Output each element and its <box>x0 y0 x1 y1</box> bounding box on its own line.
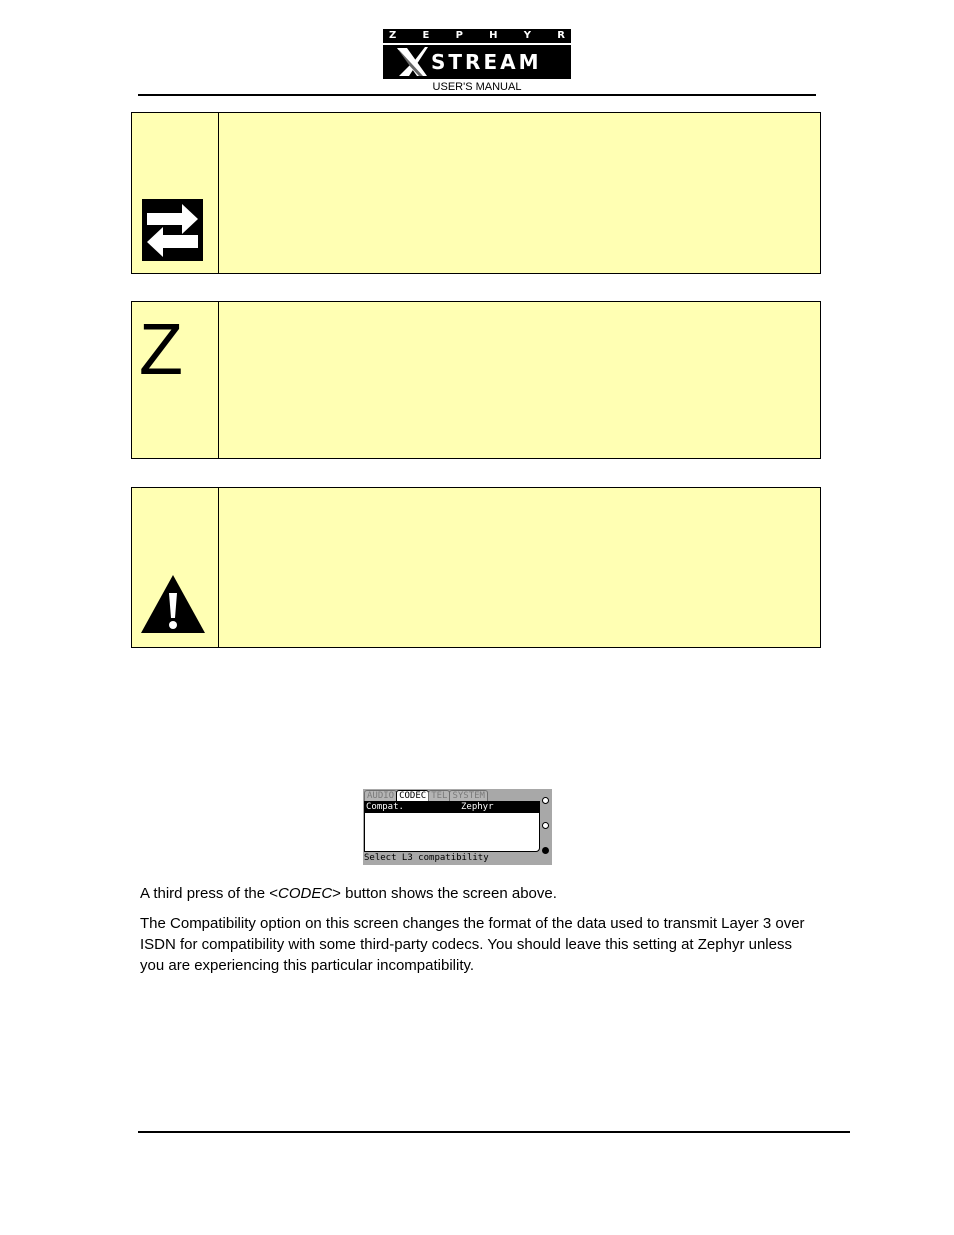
p1-text-before: A third press of the < <box>140 885 278 902</box>
manual-subtitle: USER'S MANUAL <box>432 81 522 93</box>
compat-label: Compat. <box>366 802 404 812</box>
logo-letter: Y <box>523 30 532 41</box>
note-icon-cell <box>132 113 219 273</box>
logo-wordmark: STREAM <box>431 50 542 74</box>
lcd-soft-button-top <box>542 797 549 804</box>
compat-value: Zephyr <box>461 802 494 812</box>
p1-codec-emphasis: CODEC <box>278 885 333 902</box>
codec-lcd-screenshot <box>363 789 552 865</box>
tab-tel: TEL <box>428 790 450 801</box>
tab-audio: AUDIO <box>364 790 397 801</box>
note-icon-cell <box>132 302 219 458</box>
note-box-swap <box>131 112 821 274</box>
note-box-warning <box>131 487 821 648</box>
body-paragraph-1 <box>140 883 830 904</box>
lcd-tab-bar <box>364 790 487 801</box>
note-icon-cell <box>132 488 219 647</box>
lcd-menu-panel <box>364 801 540 852</box>
logo-zephyr-band <box>383 29 571 43</box>
lcd-compat-row <box>365 802 539 813</box>
lcd-status-line: Select L3 compatibility <box>364 853 489 863</box>
lcd-soft-button-middle <box>542 822 549 829</box>
p1-text-after: > button shows the screen above. <box>332 885 557 902</box>
logo-letter: R <box>557 30 565 41</box>
footer-divider <box>138 1131 850 1133</box>
logo-x-mark <box>395 46 429 78</box>
tab-codec: CODEC <box>396 790 429 801</box>
note-text <box>218 113 820 273</box>
logo-xstream-band <box>383 45 571 79</box>
header-divider <box>138 94 816 96</box>
logo-letter: H <box>489 30 498 41</box>
note-text <box>218 302 820 458</box>
tab-system: SYSTEM <box>449 790 488 801</box>
zephyr-z-icon: Z <box>139 310 183 390</box>
lcd-soft-button-bottom <box>542 847 549 854</box>
note-box-zephyr <box>131 301 821 459</box>
warning-triangle-icon <box>140 574 206 634</box>
note-text <box>218 488 820 647</box>
logo-letter: Z <box>389 30 397 41</box>
zephyr-xstream-logo <box>383 29 571 79</box>
body-paragraph-2: The Compatibility option on this screen changes the format of the data used to transmit Layer 3 over ISDN for compatibility with some third-party codecs. You should leave this setting at Zephyr unless you are experiencing this particular incompatibility. <box>140 915 805 974</box>
logo-letter: P <box>455 30 463 41</box>
swap-arrows-icon <box>142 199 203 261</box>
logo-letter: E <box>422 30 430 41</box>
